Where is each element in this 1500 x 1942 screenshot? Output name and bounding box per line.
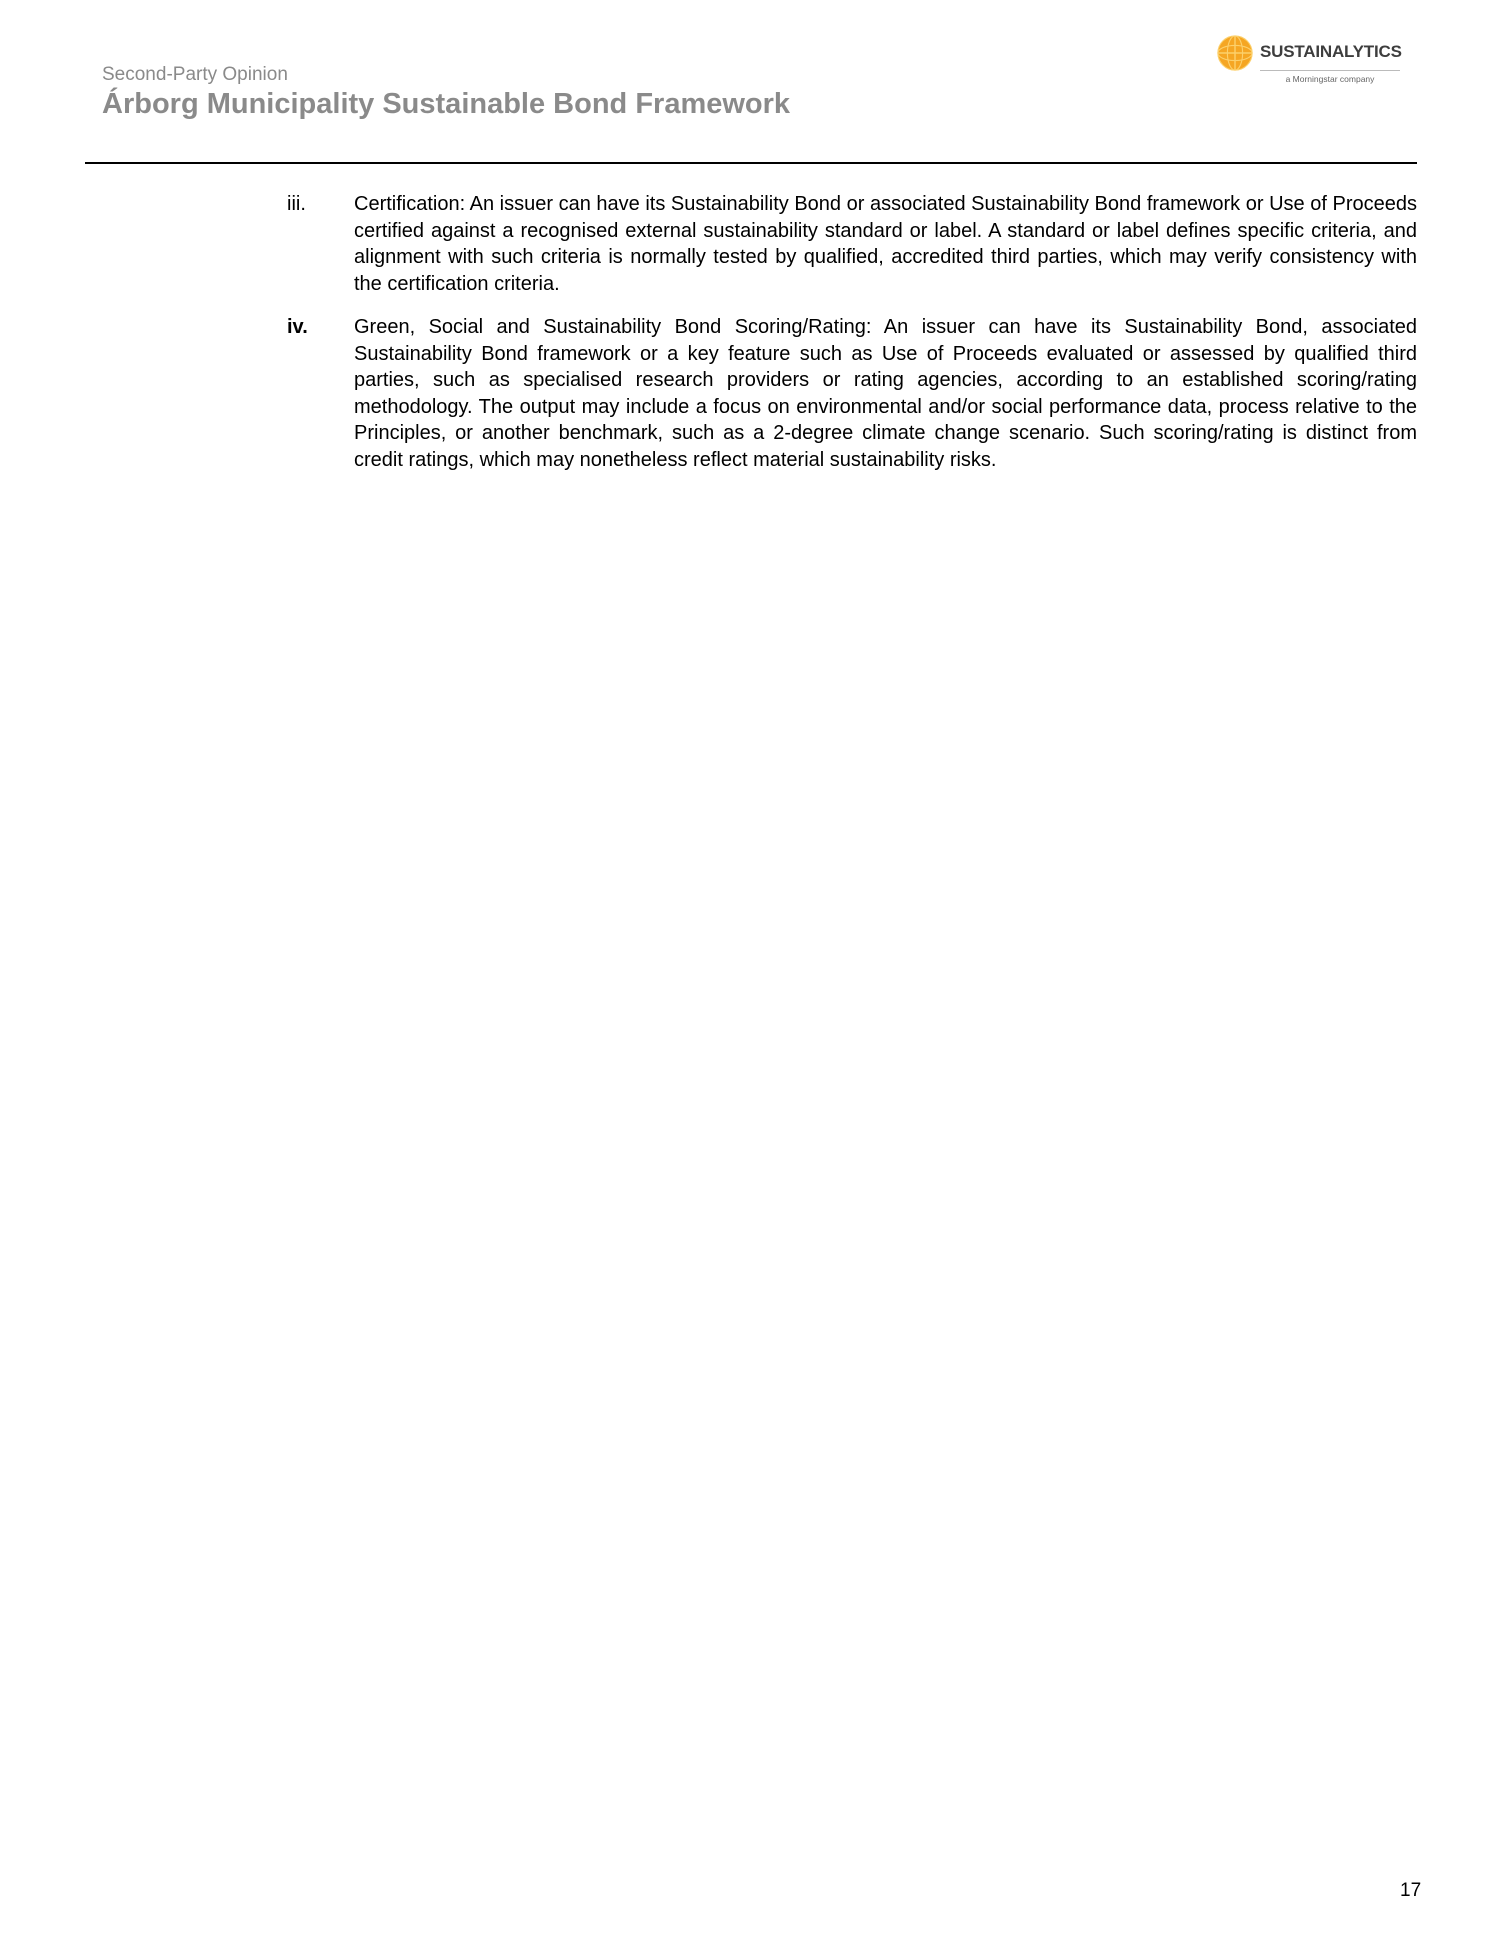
logo-wordmark: SUSTAINALYTICS bbox=[1260, 42, 1402, 61]
document-title: Árborg Municipality Sustainable Bond Framework bbox=[102, 88, 791, 120]
list-item bbox=[0, 191, 1500, 297]
sustainalytics-logo bbox=[1216, 32, 1406, 92]
list-item-text: Green, Social and Sustainability Bond Scoring/Rating: An issuer can have its Sustainability Bond, associated Sustainability Bond framework or a key feature such as Use of Proceeds evaluated or assessed by qualified third parties, such as specialised research providers or rating agencies, according to an established scoring/rating methodology. The output may include a focus on environmental and/or social performance data, process relative to the Principles, or another benchmark, such as a 2-degree climate change scenario. Such scoring/rating is distinct from credit ratings, which may nonetheless reflect material sustainability risks. bbox=[354, 316, 1417, 471]
sun-globe-icon bbox=[1216, 34, 1254, 72]
list-item-number: iii. bbox=[287, 193, 306, 215]
page-number: 17 bbox=[1400, 1880, 1422, 1901]
header-kicker: Second-Party Opinion bbox=[102, 64, 288, 85]
numbered-list bbox=[0, 191, 1500, 490]
list-item bbox=[0, 314, 1500, 473]
header-divider bbox=[85, 162, 1417, 164]
logo-tagline: a Morningstar company bbox=[1285, 74, 1375, 84]
logo-divider bbox=[1260, 70, 1400, 71]
list-item-number: iv. bbox=[287, 316, 308, 338]
list-item-text: Certification: An issuer can have its Sustainability Bond or associated Sustainability Bond framework or Use of Proceeds certified against a recognised external sustainability standard or label. A standard or label defines specific criteria, and alignment with such criteria is normally tested by qualified, accredited third parties, which may verify consistency with the certification criteria. bbox=[354, 193, 1417, 295]
